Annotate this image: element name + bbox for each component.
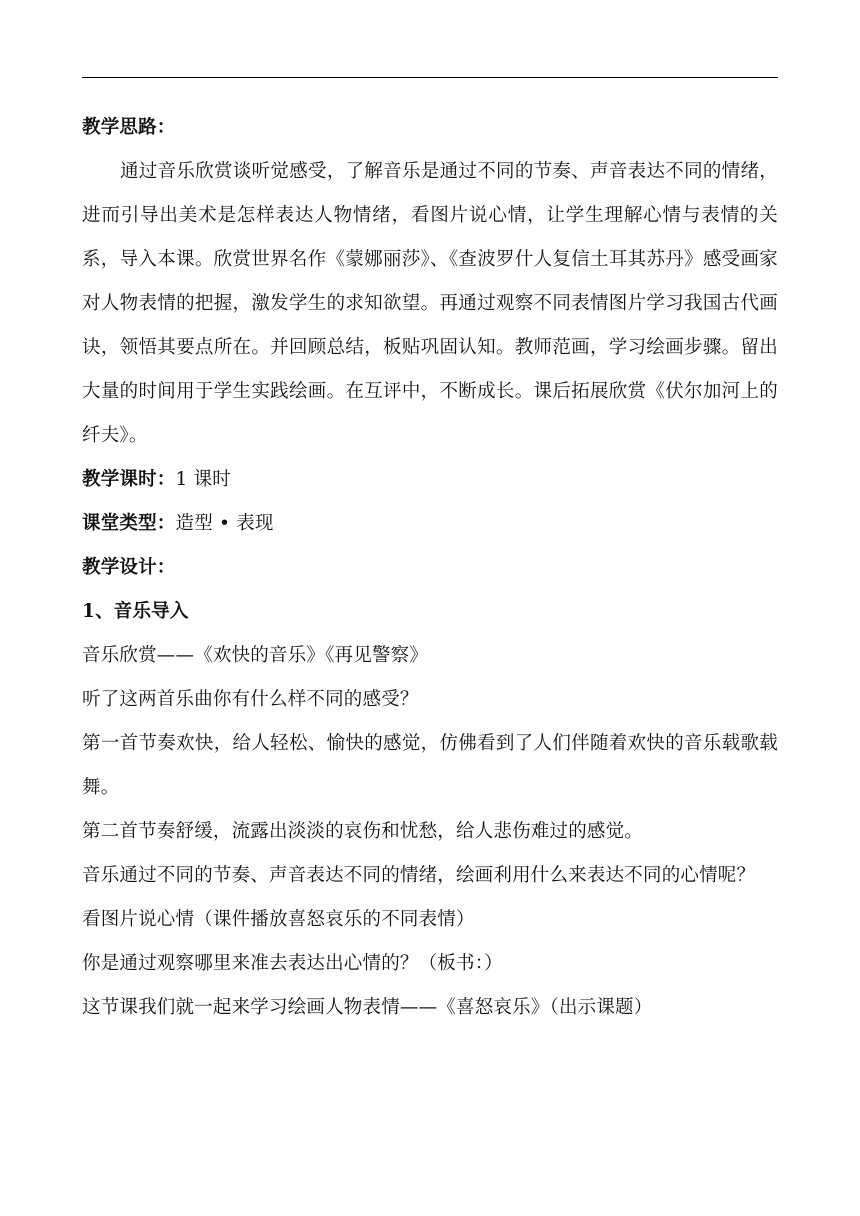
- step1-heading: 1、音乐导入: [82, 601, 189, 622]
- design-heading: 教学设计：: [82, 557, 176, 578]
- step1-line-8: 这节课我们就一起来学习绘画人物表情——《喜怒哀乐》（出示课题）: [82, 997, 653, 1018]
- type-label: 课堂类型：: [82, 513, 176, 534]
- thinking-heading: 教学思路：: [82, 117, 176, 138]
- type-value: 造型 • 表现: [175, 513, 274, 534]
- step1-line-2: 听了这两首乐曲你有什么样不同的感受？: [82, 689, 419, 710]
- step1-line-6: 看图片说心情（课件播放喜怒哀乐的不同表情）: [82, 909, 475, 930]
- step1-line-3: 第一首节奏欢快，给人轻松、愉快的感觉，仿佛看到了人们伴随着欢快的音乐载歌载舞。: [82, 733, 778, 798]
- hours-value: 1 课时: [175, 469, 231, 490]
- hours-line: [82, 458, 778, 502]
- header-rule: [82, 77, 778, 78]
- step1-line-1: 音乐欣赏——《欢快的音乐》《再见警察》: [82, 645, 429, 666]
- step1-line-5: 音乐通过不同的节奏、声音表达不同的情绪，绘画利用什么来表达不同的心情呢？: [82, 865, 756, 886]
- thinking-paragraph: 通过音乐欣赏谈听觉感受，了解音乐是通过不同的节奏、声音表达不同的情绪，进而引导出美术是怎样表达人物情绪，看图片说心情，让学生理解心情与表情的关系，导入本课。欣赏世界名作《蒙娜丽莎》、《查波罗什人复信土耳其苏丹》感受画家对人物表情的把握，激发学生的求知欲望。再通过观察不同表情图片学习我国古代画诀，领悟其要点所在。并回顾总结，板贴巩固认知。教师范画，学习绘画步骤。留出大量的时间用于学生实践绘画。在互评中，不断成长。课后拓展欣赏《伏尔加河上的纤夫》。: [82, 161, 778, 446]
- hours-label: 教学课时：: [82, 469, 176, 490]
- type-line: [82, 502, 778, 546]
- step1-line-7: 你是通过观察哪里来准去表达出心情的？（板书：）: [82, 953, 503, 974]
- document-body: [82, 106, 778, 1030]
- step1-line-4: 第二首节奏舒缓，流露出淡淡的哀伤和忧愁，给人悲伤难过的感觉。: [82, 821, 644, 842]
